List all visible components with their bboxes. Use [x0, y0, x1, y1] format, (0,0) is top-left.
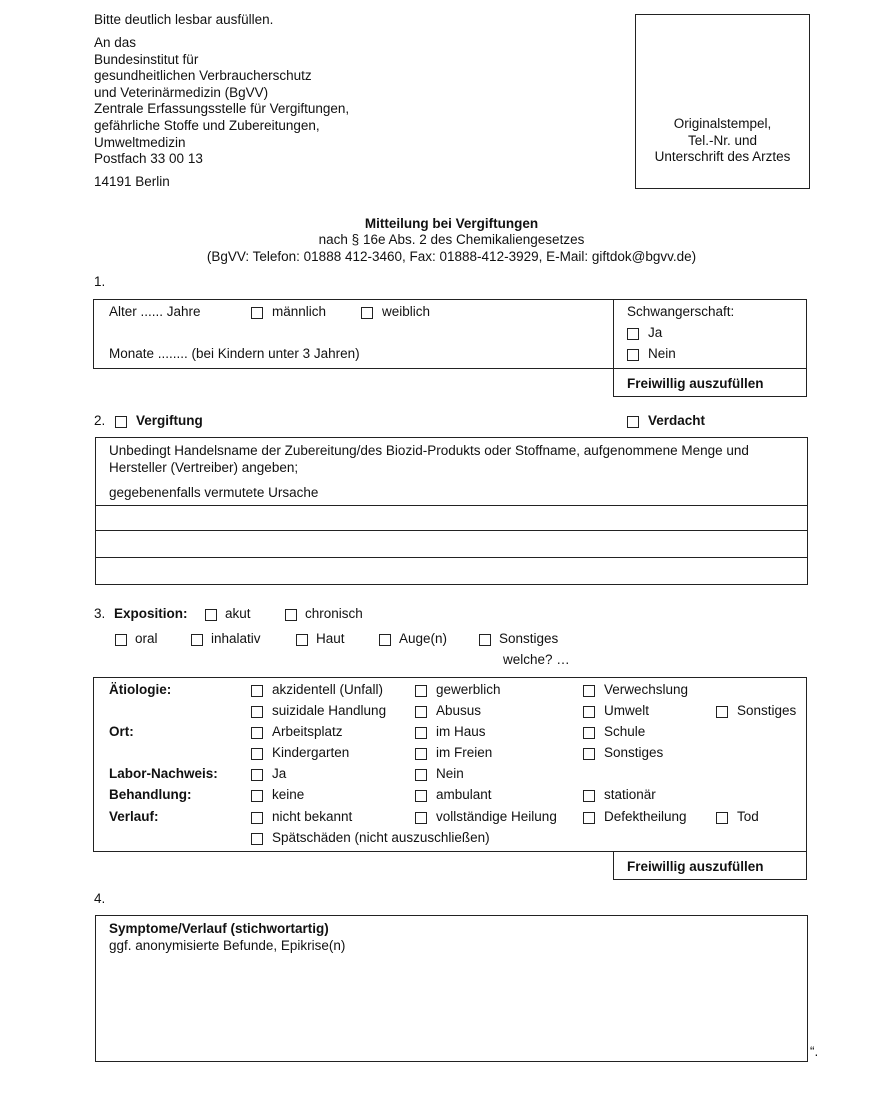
stamp-label: Tel.-Nr. und: [687, 133, 758, 148]
unknown-checkbox[interactable]: [251, 812, 263, 824]
occupational-label: gewerblich: [436, 682, 501, 697]
other-exposure-checkbox[interactable]: [479, 634, 491, 646]
address-line: Bundesinstitut für: [94, 52, 199, 67]
death-checkbox[interactable]: [716, 812, 728, 824]
stamp-label: Originalstempel,: [673, 116, 772, 131]
address-line: und Veterinärmedizin (BgVV): [94, 85, 269, 100]
pregnancy-no-checkbox[interactable]: [627, 349, 639, 361]
etiology-label: Ätiologie:: [109, 682, 172, 697]
workplace-checkbox[interactable]: [251, 727, 263, 739]
pregnancy-yes-checkbox[interactable]: [627, 328, 639, 340]
stamp-label: Unterschrift des Arztes: [654, 149, 791, 164]
outpatient-checkbox[interactable]: [415, 790, 427, 802]
male-label: männlich: [272, 304, 327, 319]
school-checkbox[interactable]: [583, 727, 595, 739]
eye-checkbox[interactable]: [379, 634, 391, 646]
exposure-label: Exposition:: [114, 606, 188, 621]
lab-no-label: Nein: [436, 766, 464, 781]
late-damage-checkbox[interactable]: [251, 833, 263, 845]
confusion-label: Verwechslung: [604, 682, 689, 697]
lab-yes-label: Ja: [272, 766, 287, 781]
place-label: Ort:: [109, 724, 134, 739]
inhalative-checkbox[interactable]: [191, 634, 203, 646]
full-recovery-label: vollständige Heilung: [436, 809, 557, 824]
kindergarten-checkbox[interactable]: [251, 748, 263, 760]
other-place-checkbox[interactable]: [583, 748, 595, 760]
address-line: Umweltmedizin: [94, 135, 186, 150]
female-checkbox[interactable]: [361, 307, 373, 319]
input-line[interactable]: [95, 530, 808, 531]
address-line: Postfach 33 00 13: [94, 151, 203, 166]
male-checkbox[interactable]: [251, 307, 263, 319]
skin-label: Haut: [316, 631, 345, 646]
cause-label: gegebenenfalls vermutete Ursache: [109, 485, 319, 500]
other-exposure-label: Sonstiges: [499, 631, 559, 646]
lab-yes-checkbox[interactable]: [251, 769, 263, 781]
environment-checkbox[interactable]: [583, 706, 595, 718]
chronic-label: chronisch: [305, 606, 363, 621]
outdoors-label: im Freien: [436, 745, 493, 760]
oral-label: oral: [135, 631, 158, 646]
in-house-label: im Haus: [436, 724, 486, 739]
months-label: Monate ........ (bei Kindern unter 3 Jahren): [109, 346, 360, 361]
acute-checkbox[interactable]: [205, 609, 217, 621]
full-recovery-checkbox[interactable]: [415, 812, 427, 824]
partial-recovery-checkbox[interactable]: [583, 812, 595, 824]
address-line: Zentrale Erfassungsstelle für Vergiftungen,: [94, 101, 350, 116]
accidental-checkbox[interactable]: [251, 685, 263, 697]
inpatient-label: stationär: [604, 787, 656, 802]
accidental-label: akzidentell (Unfall): [272, 682, 384, 697]
section-number: 4.: [94, 891, 106, 906]
lab-no-checkbox[interactable]: [415, 769, 427, 781]
form-subtitle: nach § 16e Abs. 2 des Chemikaliengesetzes: [318, 232, 585, 247]
symptoms-title: Symptome/Verlauf (stichwortartig): [109, 921, 329, 936]
treatment-label: Behandlung:: [109, 787, 192, 802]
section-number: 2.: [94, 413, 106, 428]
input-line[interactable]: [95, 557, 808, 558]
environment-label: Umwelt: [604, 703, 650, 718]
other-place-label: Sonstiges: [604, 745, 664, 760]
eye-label: Auge(n): [399, 631, 448, 646]
section-number: 1.: [94, 274, 106, 289]
suicidal-label: suizidale Handlung: [272, 703, 387, 718]
other-etiology-checkbox[interactable]: [716, 706, 728, 718]
female-label: weiblich: [382, 304, 431, 319]
partial-recovery-label: Defektheilung: [604, 809, 687, 824]
late-damage-label: Spätschäden (nicht auszuschließen): [272, 830, 490, 845]
age-label: Alter ...... Jahre: [109, 304, 201, 319]
pregnancy-label: Schwangerschaft:: [627, 304, 735, 319]
instruction-text: Bitte deutlich lesbar ausfüllen.: [94, 12, 274, 27]
workplace-label: Arbeitsplatz: [272, 724, 343, 739]
suspicion-checkbox[interactable]: [627, 416, 639, 428]
section-number: 3.: [94, 606, 106, 621]
optional-label: Freiwillig auszufüllen: [627, 376, 764, 391]
pregnancy-yes-label: Ja: [648, 325, 663, 340]
product-instruction: Unbedingt Handelsname der Zubereitung/des Biozid-Produkts oder Stoffname, aufgenommene Menge und: [109, 443, 749, 458]
suicidal-checkbox[interactable]: [251, 706, 263, 718]
optional-label: Freiwillig auszufüllen: [627, 859, 764, 874]
outpatient-label: ambulant: [436, 787, 492, 802]
occupational-checkbox[interactable]: [415, 685, 427, 697]
product-instruction: Hersteller (Vertreiber) angeben;: [109, 460, 299, 475]
skin-checkbox[interactable]: [296, 634, 308, 646]
address-city: 14191 Berlin: [94, 174, 170, 189]
lab-label: Labor-Nachweis:: [109, 766, 218, 781]
in-house-checkbox[interactable]: [415, 727, 427, 739]
unknown-label: nicht bekannt: [272, 809, 353, 824]
input-line[interactable]: [95, 505, 808, 506]
kindergarten-label: Kindergarten: [272, 745, 350, 760]
other-etiology-label: Sonstiges: [737, 703, 797, 718]
outdoors-checkbox[interactable]: [415, 748, 427, 760]
form-contact: (BgVV: Telefon: 01888 412-3460, Fax: 01888-412-3929, E-Mail: giftdok@bgvv.de): [206, 249, 697, 264]
none-checkbox[interactable]: [251, 790, 263, 802]
none-label: keine: [272, 787, 305, 802]
poisoning-checkbox[interactable]: [115, 416, 127, 428]
inhalative-label: inhalativ: [211, 631, 261, 646]
chronic-checkbox[interactable]: [285, 609, 297, 621]
acute-label: akut: [225, 606, 251, 621]
confusion-checkbox[interactable]: [583, 685, 595, 697]
which-label: welche? …: [503, 652, 570, 667]
address-line: gefährliche Stoffe und Zubereitungen,: [94, 118, 320, 133]
inpatient-checkbox[interactable]: [583, 790, 595, 802]
address-line: An das: [94, 35, 137, 50]
address-line: gesundheitlichen Verbraucherschutz: [94, 68, 312, 83]
suspicion-label: Verdacht: [648, 413, 706, 428]
death-label: Tod: [737, 809, 759, 824]
pregnancy-no-label: Nein: [648, 346, 676, 361]
poisoning-label: Vergiftung: [136, 413, 203, 428]
school-label: Schule: [604, 724, 646, 739]
oral-checkbox[interactable]: [115, 634, 127, 646]
course-label: Verlauf:: [109, 809, 159, 824]
symptoms-subtitle: ggf. anonymisierte Befunde, Epikrise(n): [109, 938, 346, 953]
abuse-checkbox[interactable]: [415, 706, 427, 718]
abuse-label: Abusus: [436, 703, 482, 718]
form-title: Mitteilung bei Vergiftungen: [364, 216, 539, 231]
end-mark: “.: [810, 1044, 819, 1059]
